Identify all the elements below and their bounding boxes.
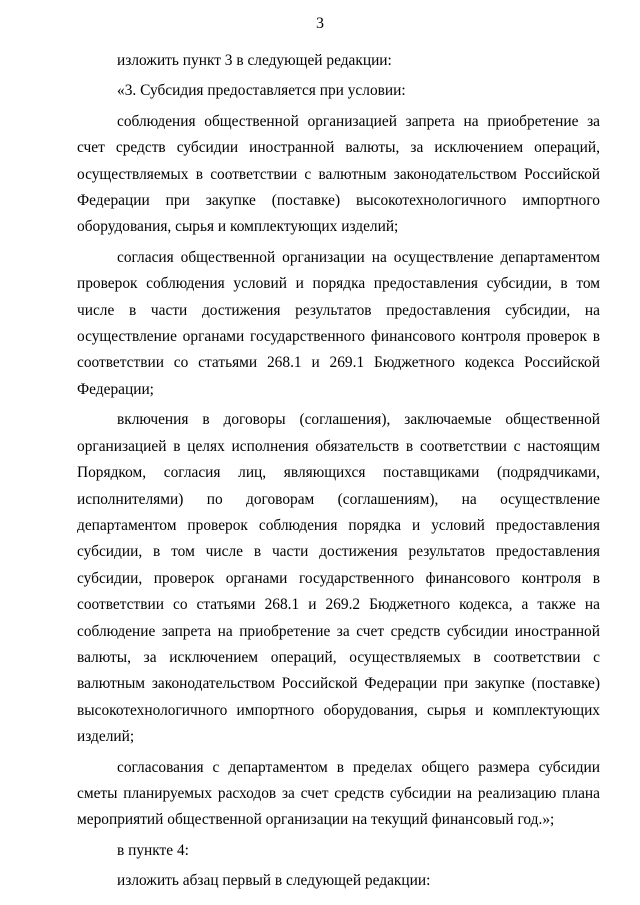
paragraph-budget-approval: согласования с департаментом в пределах общего размера субсидии сметы планируемых расходов за счет средств субсидии на реализацию плана мероприятий общественной организации на текущий финансовый год.»; — [77, 758, 600, 829]
paragraph-amend-first-clause: изложить абзац первый в следующей редакции: — [117, 872, 431, 890]
paragraph-subsidy-conditions: «3. Субсидия предоставляется при условии: — [117, 82, 406, 100]
document-body — [77, 48, 600, 895]
page-number: 3 — [316, 15, 324, 32]
paragraph-contract-inclusion: включения в договоры (соглашения), заключаемые общественной организацией в целях исполнения обязательств в соответствии с настоящим Порядком, согласия лиц, являющихся поставщиками (подрядчиками, исполнителями) по договорам (соглашениям), на осуществление департаментом проверок соблюдения порядка и условий предоставления субсидии, в том числе в части достижения результатов предоставления субсидии, проверок органами государственного финансового контроля в соответствии со статьями 268.1 и 269.2 Бюджетного кодекса, а также на соблюдение запрета на приобретение за счет средств субсидии иностранной валюты, за исключением операций, осуществляемых в соответствии с валютным законодательством Российской Федерации при закупке (поставке) высокотехнологичного импортного оборудования, сырья и комплектующих изделий; — [77, 411, 600, 746]
paragraph-inspection-consent: согласия общественной организации на осуществление департаментом проверок соблюдения условий и порядка предоставления субсидии, в том числе в части достижения результатов предоставления субсидии, на осуществление органами государственного финансового контроля проверок в соответствии со статьями 268.1 и 269.1 Бюджетного кодекса Российской Федерации; — [77, 248, 600, 398]
paragraph-amend-point-3: изложить пункт 3 в следующей редакции: — [117, 52, 392, 69]
paragraph-currency-ban: соблюдения общественной организацией запрета на приобретение за счет средств субсидии иностранной валюты, за исключением операций, осуществляемых в соответствии с валютным законодательством Российской Федерации при закупке (поставке) высокотехнологичного импортного оборудования, сырья и комплектующих изделий; — [77, 112, 600, 236]
paragraph-point-4: в пункте 4: — [117, 841, 189, 859]
